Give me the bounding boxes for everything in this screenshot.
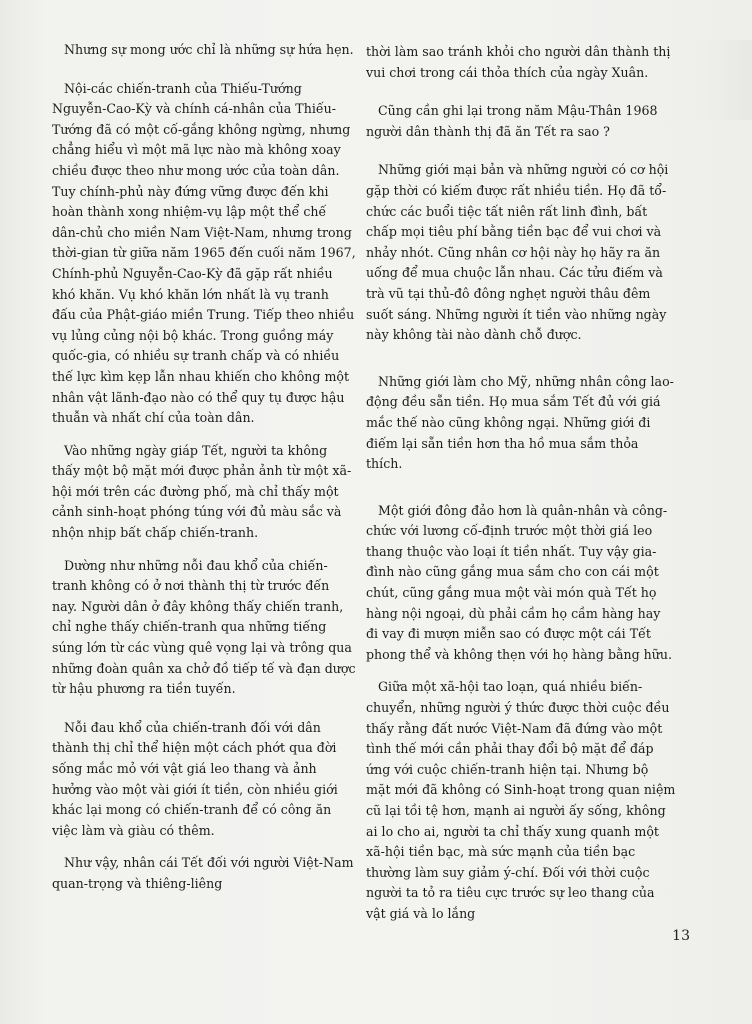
paragraph: Vào những ngày giáp Tết, người ta không thấy một bộ mặt mới được phản ảnh từ một xã-hội mới trên các đường phố, mà chỉ thấy một cảnh sinh-hoạt phóng túng với đủ màu sắc và nhộn nhịp bất chấp chiến-tranh. [52,442,352,541]
paragraph: Giữa một xã-hội tao loạn, quá nhiều biến-chuyển, những người ý thức được thời cuộc đều thấy rằng đất nước Việt-Nam đã đứng vào một tình thế mới cần phải thay đổi bộ mặt để đáp ứng với cuộc chiến-tranh hiện tại. Nhưng bộ mặt mới đã không có Sinh-hoạt trong quan niệm cũ lại tồi tệ hơn, mạnh ai người ấy sống, không ai lo cho ai, người ta chỉ thấy xung quanh một xã-hội tiền bạc, mà sức mạnh của tiền bạc thường làm suy giảm ý-chí. Đối với thời cuộc người ta tỏ ra tiêu cực trước sự leo thang của vật giá và lo lắng [366,679,676,921]
paragraph: Những giới làm cho Mỹ, những nhân công lao-động đều sẵn tiền. Họ mua sắm Tết đủ với giá mắc thế nào cũng không ngại. Những giới đi điếm lại sẵn tiền hơn tha hồ mua sắm thỏa thích. [366,373,674,472]
paragraph: Một giới đông đảo hơn là quân-nhân và công-chức với lương cố-định trước một thời giá leo thang thuộc vào loại ít tiền nhất. Tuy vậy gia-đình nào cũng gắng mua sắm cho con cái một chút, cũng gắng mua một vài món quà Tết họ hàng nội ngoại, dù phải cầm họ cầm hàng hay đi vay đi mượn miễn sao có được một cái Tết phong thể và không thẹn với họ hàng bằng hữu. [366,502,673,662]
right-text-column [366,42,676,925]
paragraph: Nội-các chiến-tranh của Thiếu-Tướng Nguyễn-Cao-Kỳ và chính cá-nhân của Thiếu-Tướng đã có một cố-gắng không ngừng, nhưng chẳng hiểu vì một mã lực nào mà không xoay chiều được theo như mong ước của toàn dân. Tuy chính-phủ này đứng vững được đến khi hoàn thành xong nhiệm-vụ lập một thể chế dân-chủ cho miền Nam Việt-Nam, nhưng trong thời-gian từ giữa năm 1965 đến cuối năm 1967, Chính-phủ Nguyễn-Cao-Kỳ đã gặp rất nhiều khó khăn. Vụ khó khăn lớn nhất là vụ tranh đấu của Phật-giáo miền Trung. Tiếp theo nhiều vụ lủng củng nội bộ khác. Trong guồng máy quốc-gia, có nhiều sự tranh chấp và có nhiều thế lực kìm kẹp lẫn nhau khiến cho không một nhân vật lãnh-đạo nào có thể quy tụ được hậu thuẫn và nhất chí của toàn dân. [52,80,356,426]
paragraph: Những giới mại bản và những người có cơ hội gặp thời có kiếm được rất nhiều tiền. Họ đã tổ-chức các buổi tiệc tất niên rất linh đình, bất chấp mọi tiêu phí bằng tiền bạc để vui chơi và nhảy nhót. Cũng nhân cơ hội này họ hãy ra ăn uống để mua chuộc lẫn nhau. Các tửu điếm và trà vũ tại thủ-đô đông nghẹt người thâu đêm suốt sáng. Những người ít tiền vào những ngày này không tài nào dành chỗ được. [366,162,669,343]
page-number: 13 [672,928,690,944]
paragraph: thời làm sao tránh khỏi cho người dân thành thị vui chơi trong cái thỏa thích của ngày Xuân. [366,44,671,80]
paragraph: Như vậy, nhân cái Tết đối với người Việt-Nam quan-trọng và thiêng-liêng [52,855,354,891]
page-edge-shadow [692,40,752,120]
left-text-column [52,40,356,895]
paragraph: Nhưng sự mong ước chỉ là những sự hứa hẹn. [64,42,354,57]
paragraph: Dường như những nỗi đau khổ của chiến-tranh không có ở nơi thành thị từ trước đến nay. Người dân ở đây không thấy chiến tranh, chỉ nghe thấy chiến-tranh qua những tiếng súng lớn từ các vùng quê vọng lại và trông qua những đoàn quân xa chở đồ tiếp tế và đạn dược từ hậu phương ra tiền tuyến. [52,557,356,697]
paragraph: Cũng cần ghi lại trong năm Mậu-Thân 1968 người dân thành thị đã ăn Tết ra sao ? [366,103,658,139]
paragraph: Nỗi đau khổ của chiến-tranh đối với dân thành thị chỉ thể hiện một cách phớt qua đời sống mắc mỏ với vật giá leo thang và ảnh hưởng vào một vài giới ít tiền, còn nhiều giới khác lại mong có chiến-tranh để có công ăn việc làm và giàu có thêm. [52,719,338,838]
